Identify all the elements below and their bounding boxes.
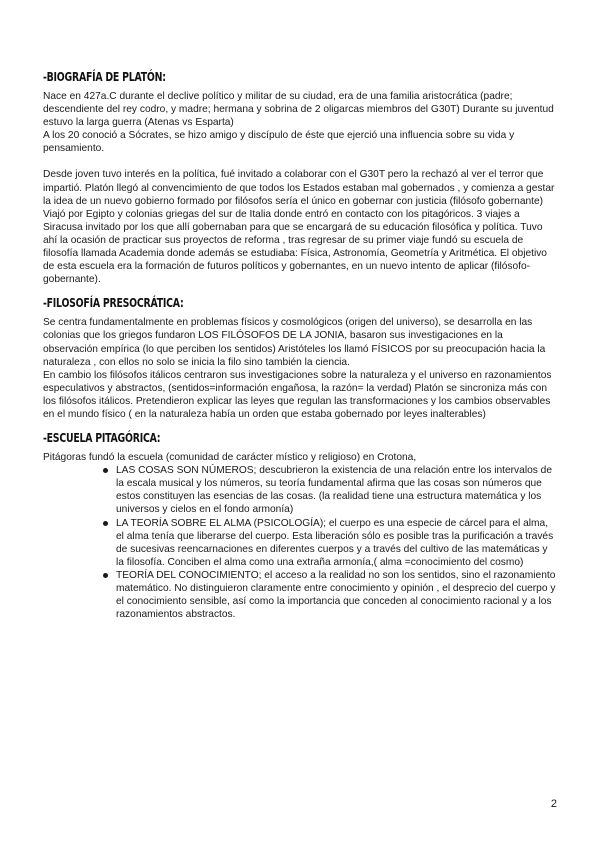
paragraph: Se centra fundamentalmente en problemas físicos y cosmológicos (origen del universo), se desarrolla en las colonias que los griegos fundaron LOS FILÓSOFOS DE LA JONIA, basaron sus investigaciones en la observación empírica (lo que perciben los sentidos) Aristóteles los llamó FÍSICOS por su preocupación hacia la naturaleza , con ellos no solo se inicia la filo sino también la ciencia.	[43, 317, 546, 368]
paragraph: Desde joven tuvo interés en la política, fué invitado a colaborar con el G30T pero la rechazó al ver el terror que impartió. Platón llegó al convencimiento de que todos los Estados estaban mal gobernados , y comienza a gestar la idea de un nuevo gobierno formado por filósofos sería el único en gobernar con justicia (filósofo gobernante)	[43, 169, 555, 207]
paragraph: A los 20 conoció a Sócrates, se hizo amigo y discípulo de éste que ejerció una influencia sobre su vida y pensamiento.	[43, 130, 515, 155]
list-item-text: LAS COSAS SON NÚMEROS; descubrieron la existencia de una relación entre los intervalos de la escala musical y los números, su teoría fundamental afirma que las cosas son números que estos constituyen las esencias de las cosas. (la realidad tiene una estructura matemática y los universos y cielos en el fondo armonía)	[116, 465, 553, 516]
list-item	[103, 569, 558, 621]
list-item-text: TEORÍA DEL CONOCIMIENTO; el acceso a la realidad no son los sentidos, sino el razonamiento matemático. No distinguieron claramente entre conocimiento y opinión , el desprecio del cuerpo y el conocimiento sensible, así como la importancia que conceden al conocimiento racional y a los razonamientos abstractos.	[116, 569, 556, 621]
bullet-icon	[103, 521, 108, 526]
list-item-text: LA TEORÍA SOBRE EL ALMA (PSICOLOGÍA); el cuerpo es una especie de cárcel para el alma, el alma tenía que liberarse del cuerpo. Esta liberación sólo es posible tras la purificación a través de sucesivas reencarnaciones en diferentes cuerpos y a través del cultivo de las matemáticas y la filosofía. Conciben el alma como una extraña armonía,( alma =conocimiento del cosmo)	[116, 517, 554, 568]
section-heading-pitagorica: -ESCUELA PITAGÓRICA:	[43, 431, 161, 446]
paragraph: En cambio los filósofos itálicos centraron sus investigaciones sobre la naturaleza y el universo en razonamientos especulativos y abstractos, (sentidos=información engañosa, la razón= la verdad) Platón se sincroniza más con los filósofos itálicos. Pretendieron explicar las leyes que regulan las transformaciones y los cambios observables en el mundo físico ( en la naturaleza había un orden que estaba gobernado por leyes inalterables)	[43, 369, 552, 420]
list-item	[103, 464, 558, 516]
section-heading-presocratica: -FILOSOFÍA PRESOCRÁTICA:	[43, 296, 184, 311]
bullet-list	[43, 464, 558, 621]
section-heading-biografia: -BIOGRAFÍA DE PLATÓN:	[43, 70, 166, 84]
paragraph: Viajó por Egipto y colonias griegas del sur de Italia donde entró en contacto con los pitagóricos. 3 viajes a Siracusa invitado por los que allí gobernaban para que se encargará de su educación filosófica y política. Tuvo ahí la ocasión de practicar sus proyectos de reforma , tras regresar de su primer viaje fundó su escuela de filosofía llamada Academia donde además se estudiaba: Física, Astronomía, Geometría y Aritmética. El objetivo de esta escuela era la formación de futuros políticos y gobernantes, en un nuevo intento de aplicar (filósofo-gobernante).	[43, 208, 547, 286]
page-number: 2	[550, 798, 557, 810]
paragraph: Nace en 427a.C durante el declive político y militar de su ciudad, era de una familia aristocrática (padre; descendiente del rey codro, y madre; hermana y sobrina de 2 oligarcas miembros del G30T) Durante su juventud estuvo la larga guerra (Atenas vs Esparta)	[43, 91, 554, 129]
document-body	[43, 70, 558, 621]
paragraph: Pitágoras fundó la escuela (comunidad de carácter místico y religioso) en Crotona,	[43, 452, 417, 464]
bullet-icon	[103, 468, 108, 473]
list-item	[103, 517, 558, 569]
bullet-icon	[103, 573, 108, 578]
